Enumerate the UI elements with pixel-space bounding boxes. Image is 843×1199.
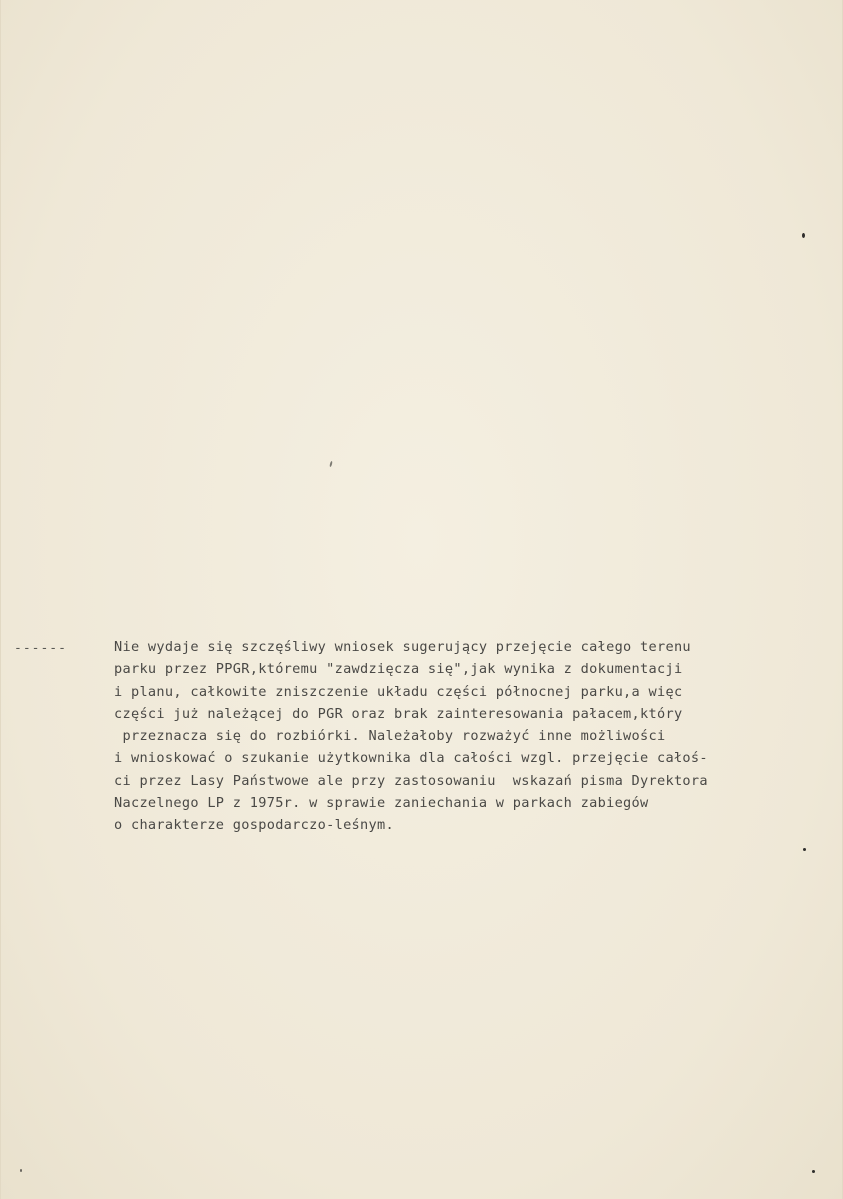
ink-speck bbox=[20, 1169, 22, 1172]
paragraph-line: przeznacza się do rozbiórki. Należałoby rozważyć inne możliwości bbox=[114, 728, 666, 745]
margin-dash-mark: ------ bbox=[14, 641, 67, 656]
paragraph-line: ci przez Lasy Państwowe ale przy zastosowaniu wskazań pisma Dyrektora bbox=[114, 772, 708, 789]
paragraph-line: części już należącej do PGR oraz brak zainteresowania pałacem,który bbox=[114, 705, 683, 722]
ink-speck bbox=[803, 848, 806, 851]
paragraph-line: i planu, całkowite zniszczenie układu części północnej parku,a więc bbox=[114, 683, 683, 700]
paragraph-line: Naczelnego LP z 1975r. w sprawie zaniechania w parkach zabiegów bbox=[114, 795, 649, 812]
paragraph-line: parku przez PPGR,któremu "zawdzięcza się",jak wynika z dokumentacji bbox=[114, 661, 683, 678]
paragraph-line: Nie wydaje się szczęśliwy wniosek sugerujący przejęcie całego terenu bbox=[114, 639, 691, 655]
ink-speck bbox=[812, 1170, 815, 1173]
ink-speck bbox=[802, 233, 805, 238]
paragraph-line: i wnioskować o szukanie użytkownika dla całości wzgl. przejęcie całoś- bbox=[114, 750, 708, 767]
ink-speck bbox=[329, 461, 332, 467]
paragraph-line: o charakterze gospodarczo-leśnym. bbox=[114, 817, 394, 834]
typed-paragraph bbox=[114, 636, 834, 837]
